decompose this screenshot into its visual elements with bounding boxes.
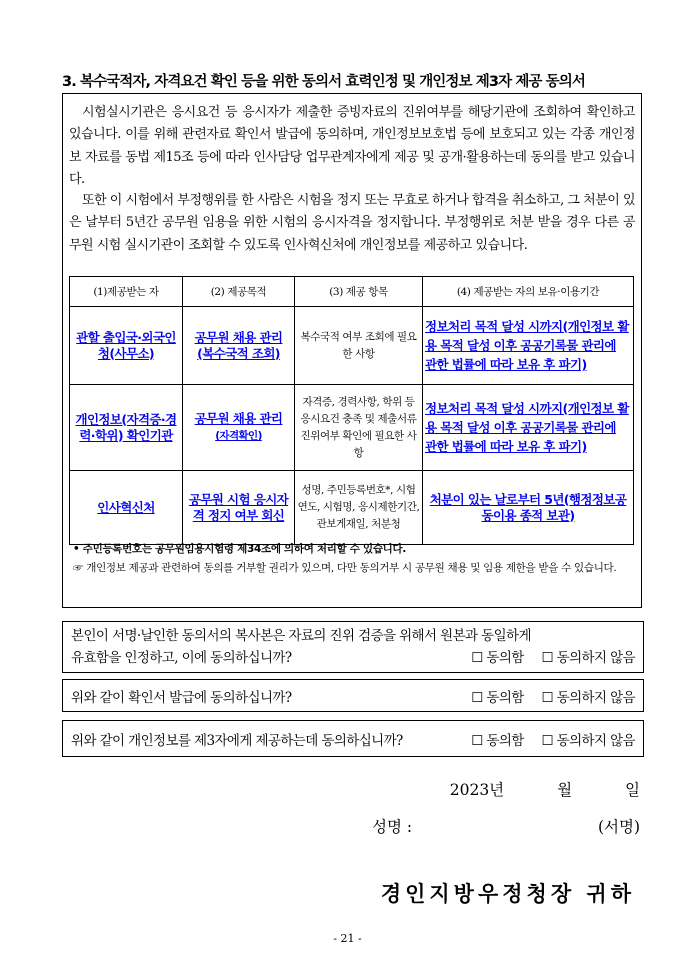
date-year: 2023년 <box>449 781 505 799</box>
agree-checkbox[interactable]: ☐ 동의함 <box>471 689 524 706</box>
recipient-cell: 개인정보(자격증·경력·학위) 확인기관 <box>70 385 183 471</box>
period-cell: 처분이 있는 날로부터 5년(행정정보공동이용 종적 보관) <box>423 471 634 545</box>
table-header-row <box>70 277 634 307</box>
purpose-cell <box>183 307 295 385</box>
consent-question: 위와 같이 확인서 발급에 동의하십니까? <box>71 689 292 706</box>
signature-date <box>402 778 640 800</box>
items-cell: 자격증, 경력사항, 학위 등 응시요건 충족 및 제출서류 진위여부 확인에 필요한 사항 <box>295 385 423 471</box>
signature-line <box>372 815 640 837</box>
refusal-note: ☞ 개인정보 제공과 관련하여 동의를 거부할 권리가 있으며, 다만 동의거부 시 공무원 채용 및 임용 제한을 받을 수 있습니다. <box>73 562 617 574</box>
purpose-cell <box>183 385 295 471</box>
table-row <box>70 307 634 385</box>
signature-mark[interactable]: (서명) <box>597 818 640 836</box>
items-cell: 성명, 주민등록번호*, 시험연도, 시험명, 응시제한기간, 관보게재일, 처분청 <box>295 471 423 545</box>
purpose-cell: 공무원 시험 응시자격 정지 여부 회신 <box>183 471 295 545</box>
agree-checkbox[interactable]: ☐ 동의함 <box>471 650 524 666</box>
consent-question: 위와 같이 개인정보를 제3자에게 제공하는데 동의하십니까? <box>71 732 403 749</box>
table-row <box>70 385 634 471</box>
addressee: 경인지방우정청장 귀하 <box>380 881 635 906</box>
consent-question-line2: 유효함을 인정하고, 이에 동의하십니까? <box>71 650 292 666</box>
intro-paragraph-1: 시험실시기관은 응시요건 등 응시자가 제출한 증빙자료의 진위여부를 해당기관에 조회하여 확인하고 있습니다. 이를 위해 관련자료 확인서 발급에 동의하며, 개인정보보호법 등에 보호되고 있는 각종 개인정보 자료를 동법 제15조 등에 따라 인사담당 업무관계자에게 제공 및 공개·활용하는데 동의를 받고 있습니다. <box>69 105 635 187</box>
rrn-note: • 주민등록번호는 공무원임용시험령 제34조에 의하여 처리할 수 있습니다. <box>73 543 407 555</box>
notes <box>73 539 633 578</box>
purpose-sub-text: (복수국적 조회) <box>197 345 280 361</box>
document-title: 3. 복수국적자, 자격요건 확인 등을 위한 동의서 효력인정 및 개인정보 제3자 제공 동의서 <box>62 74 586 90</box>
recipient-cell: 관할 출입국·외국인청(사무소) <box>70 307 183 385</box>
table-row <box>70 471 634 545</box>
recipient-cell: 인사혁신처 <box>70 471 183 545</box>
header-recipient: (1)제공받는 자 <box>70 277 183 307</box>
purpose-sub-text: (자격확인) <box>215 430 262 442</box>
items-cell: 복수국적 여부 조회에 필요한 사항 <box>295 307 423 385</box>
consent-third-party <box>62 720 644 757</box>
purpose-text: 공무원 채용 관리 <box>194 329 283 345</box>
signature-label: 성명 : <box>372 818 413 836</box>
disagree-checkbox[interactable]: ☐ 동의하지 않음 <box>541 689 635 706</box>
header-period: (4) 제공받는 자의 보유·이용기간 <box>423 277 634 307</box>
period-cell: 정보처리 목적 달성 시까지(개인정보 활용 목적 달성 이후 공공기록물 관리에 관한 법률에 따라 보유 후 파기) <box>423 307 634 385</box>
disagree-checkbox[interactable]: ☐ 동의하지 않음 <box>541 650 635 666</box>
consent-copy-validity <box>62 621 644 673</box>
provision-table <box>69 276 634 545</box>
header-purpose: (2) 제공목적 <box>183 277 295 307</box>
header-items: (3) 제공 항목 <box>295 277 423 307</box>
date-month: 월 <box>557 781 573 799</box>
intro-paragraph-2: 또한 이 시험에서 부정행위를 한 사람은 시험을 정지 또는 무효로 하거나 합격을 취소하고, 그 처분이 있은 날부터 5년간 공무원 임용을 위한 시험의 응시자격을 정지합니다. 부정행위로 처분 받을 경우 다른 공무원 시험 실시기관이 조회할 수 있도록 인사혁신처에 개인정보를 제공하고 있습니다. <box>69 193 635 253</box>
disagree-checkbox[interactable]: ☐ 동의하지 않음 <box>541 732 635 749</box>
consent-question-line1: 본인이 서명·날인한 동의서의 복사본은 자료의 진위 검증을 위해서 원본과 동일하게 <box>71 628 531 644</box>
agree-checkbox[interactable]: ☐ 동의함 <box>471 732 524 749</box>
date-day: 일 <box>625 781 640 799</box>
page-number: - 21 - <box>333 932 362 945</box>
period-cell: 정보처리 목적 달성 시까지(개인정보 활용 목적 달성 이후 공공기록물 관리에 관한 법률에 따라 보유 후 파기) <box>423 385 634 471</box>
consent-info-box <box>62 93 642 608</box>
purpose-text: 공무원 채용 관리 <box>194 411 283 426</box>
consent-certificate-issuance <box>62 679 644 712</box>
